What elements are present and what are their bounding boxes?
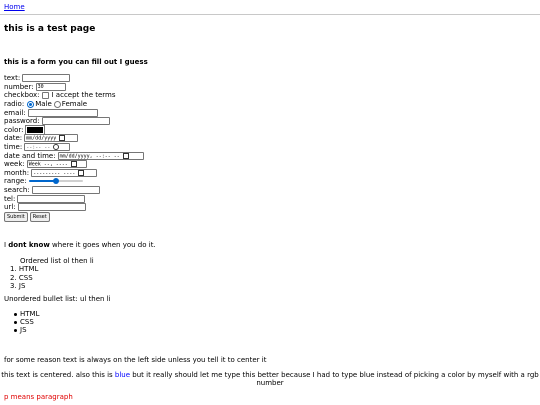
para-text: where it goes when you do it. [49,241,156,249]
paragraph-dont-know [4,241,156,249]
datetime-label: date and time: [4,151,56,160]
calendar-icon [123,153,129,159]
color-picker[interactable] [25,125,45,135]
color-row [4,126,304,135]
nav [4,3,25,11]
ordered-list [10,265,38,291]
password-row [4,117,304,126]
datetime-row [4,151,304,160]
date-placeholder: mm/dd/yyyy [26,135,57,142]
week-placeholder: Week --, ---- [28,161,68,168]
home-link[interactable]: Home [4,3,25,11]
blue-word: blue [114,371,131,379]
radio-label: radio: [4,100,25,109]
terms-checkbox[interactable] [42,92,49,99]
list-item: CSS [14,318,39,326]
password-input[interactable] [42,117,110,125]
centered-text [0,371,540,387]
range-row [4,177,304,186]
reset-button[interactable]: Reset [30,212,50,222]
buttons-row [4,212,304,222]
date-input[interactable] [24,134,78,142]
url-row [4,203,304,212]
terms-text: I accept the terms [51,91,116,100]
unordered-list [14,310,39,334]
email-input[interactable] [28,109,98,117]
calendar-icon [71,161,77,167]
url-input[interactable] [18,203,86,211]
left-aligned-text: for some reason text is always on the left side unless you tell it to center it [4,356,267,364]
color-swatch [27,127,43,133]
range-slider[interactable] [29,178,83,184]
list-item-label: HTML [18,265,39,273]
month-label: month: [4,168,30,177]
list-item: JS [14,326,39,334]
test-form [4,74,304,222]
list-item: 1. HTML [10,265,39,273]
para-bold: dont know [8,241,50,249]
date-label: date: [4,134,23,143]
form-heading: this is a form you can fill out I guess [4,58,148,66]
month-input[interactable] [31,169,97,177]
radio-row [4,100,304,109]
email-row [4,108,304,117]
ordered-list-heading: Ordered list ol then li [20,257,94,265]
month-placeholder: --------- ---- [33,170,76,177]
clock-icon [53,144,59,150]
time-input[interactable] [24,143,70,151]
password-label: password: [4,117,40,126]
range-thumb[interactable] [53,178,59,184]
checkbox-label: checkbox: [4,91,40,100]
week-label: week: [4,160,25,169]
list-item: 3. JS [10,282,26,290]
page-title: this is a test page [4,24,96,34]
calendar-icon [78,170,84,176]
centered-text-part: this text is centered. also this is [1,371,115,379]
female-radio[interactable] [54,101,61,108]
email-label: email: [4,108,26,117]
calendar-icon [59,135,65,141]
list-item-label: CSS [18,273,33,282]
month-row [4,169,304,178]
number-row [4,83,304,92]
range-fill [29,180,56,182]
datetime-input[interactable] [58,152,144,160]
week-row [4,160,304,169]
search-label: search: [4,186,30,195]
male-radio[interactable] [27,101,34,108]
week-input[interactable] [27,160,87,168]
checkbox-row [4,91,304,100]
text-label: text: [4,74,21,83]
time-label: time: [4,143,23,152]
list-item: HTML [14,310,39,318]
color-label: color: [4,125,24,134]
divider [0,14,540,15]
date-row [4,134,304,143]
range-label: range: [4,177,27,186]
male-label: Male [35,100,52,109]
search-row [4,186,304,195]
number-label: number: [4,82,34,91]
tel-row [4,194,304,203]
para-text: I [4,241,9,249]
time-row [4,143,304,152]
tel-input[interactable] [17,195,85,203]
unordered-list-heading: Unordered bullet list: ul then li [4,295,111,303]
list-item: 2. CSS [10,273,33,282]
tel-label: tel: [4,194,16,203]
list-item-label: JS [18,282,26,290]
red-paragraph: p means paragraph [4,393,73,401]
submit-button[interactable]: Submit [4,212,28,222]
female-label: Female [61,100,88,109]
datetime-placeholder: mm/dd/yyyy, --:-- -- [59,153,120,160]
url-label: url: [4,203,16,212]
centered-text-part: but it really should let me type this better because I had to type blue instead of picking a color by myself with a rgb number [130,371,539,387]
number-input[interactable]: 30 [36,83,66,91]
text-input[interactable] [22,74,70,82]
time-placeholder: --:-- -- [26,144,51,151]
text-row [4,74,304,83]
search-input[interactable] [32,186,100,194]
